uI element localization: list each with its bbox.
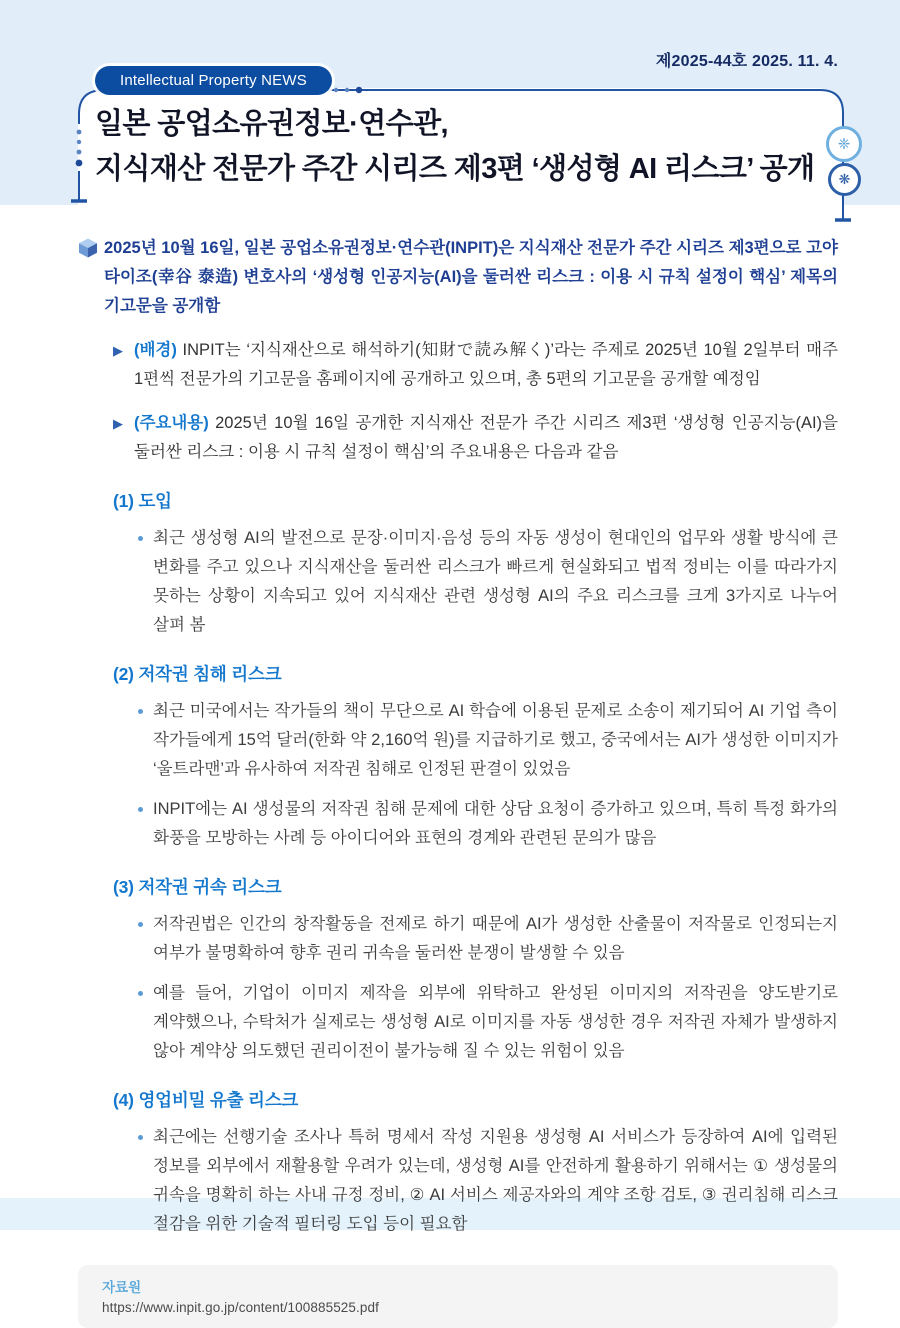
bullet-text: 저작권법은 인간의 창작활동을 전제로 하기 때문에 AI가 생성한 산출물이 저작물로 인정되는지 여부가 불명확하여 향후 권리 귀속을 둘러싼 분쟁이 발생할 수 있음	[153, 915, 838, 962]
arrow-item-text: INPIT는 ‘지식재산으로 해석하기(知財で読み解く)’라는 주제로 2025년 10월 2일부터 매주 1편씩 전문가의 기고문을 홈페이지에 공개하고 있으며, 총 5편의 기고문을 공개할 예정임	[134, 341, 838, 388]
dot-bullet-icon	[138, 991, 143, 996]
source-url: https://www.inpit.go.jp/content/100885525.pdf	[102, 1300, 379, 1315]
dot-bullet-icon	[138, 807, 143, 812]
bullet-text: 최근에는 선행기술 조사나 특허 명세서 작성 지원용 생성형 AI 서비스가 등장하여 AI에 입력된 정보를 외부에서 재활용할 우려가 있는데, 생성형 AI를 안전하게 활용하기 위해서는 ① 생성물의 귀속을 명확히 하는 사내 규정 정비, ② AI 서비스 제공자와의 계약 조항 검토, ③ 권리침해 리스크 절감을 위한 기술적 필터링 도입 등이 필요함	[153, 1128, 838, 1233]
dot-bullet-icon	[138, 1135, 143, 1140]
arrow-item-main-content	[113, 409, 838, 467]
lead-paragraph	[80, 234, 838, 321]
dot-bullet-icon	[138, 922, 143, 927]
bullet-text: INPIT에는 AI 생성물의 저작권 침해 문제에 대한 상담 요청이 증가하고 있으며, 특히 특정 화가의 화풍을 모방하는 사례 등 아이디어와 표현의 경계와 관련된 문의가 많음	[153, 800, 838, 847]
section-heading-4: (4) 영업비밀 유출 리스크	[113, 1090, 299, 1110]
header	[78, 88, 843, 205]
issue-number: 제2025-44호 2025. 11. 4.	[655, 53, 838, 70]
source-box	[78, 1265, 838, 1328]
bullet-item	[136, 910, 838, 968]
source-label: 자료원	[102, 1280, 142, 1295]
document-body	[80, 218, 838, 1328]
section-heading-3: (3) 저작권 귀속 리스크	[113, 877, 282, 897]
bullet-text: 최근 생성형 AI의 발전으로 문장·이미지·음성 등의 자동 생성이 현대인의 업무와 생활 방식에 큰 변화를 주고 있으나 지식재산을 둘러싼 리스크가 빠르게 현실화되고 법적 정비는 이를 따라가지 못하는 상황이 지속되고 있어 지식재산 관련 생성형 AI의 주요 리스크를 크게 3가지로 나누어 살펴 봄	[153, 529, 838, 634]
newsletter-badge-label: Intellectual Property NEWS	[120, 72, 307, 89]
title-line-2: 지식재산 전문가 주간 시리즈 제3편 ‘생성형 AI 리스크’ 공개	[95, 153, 815, 185]
title-line-1: 일본 공업소유권정보·연수관,	[95, 108, 448, 140]
arrow-item-label: (배경)	[134, 341, 177, 359]
bullet-item	[136, 795, 838, 853]
brain-icon: ❋	[828, 163, 861, 196]
section-heading-1: (1) 도입	[113, 491, 172, 511]
bullet-text: 예를 들어, 기업이 이미지 제작을 외부에 위탁하고 완성된 이미지의 저작권을 양도받기로 계약했으나, 수탁처가 실제로는 생성형 AI로 이미지를 자동 생성한 경우 저작권 자체가 발생하지 않아 계약상 의도했던 권리이전이 불가능해 질 수 있는 위험이 있음	[153, 984, 838, 1060]
dot-bullet-icon	[138, 709, 143, 714]
arrow-item-text: 2025년 10월 16일 공개한 지식재산 전문가 주간 시리즈 제3편 ‘생성형 인공지능(AI)을 둘러싼 리스크 : 이용 시 규칙 설정이 핵심’의 주요내용은 다음과 같음	[134, 414, 838, 461]
bullet-item	[136, 1123, 838, 1239]
arrow-item-background	[113, 336, 838, 394]
section-heading-2: (2) 저작권 침해 리스크	[113, 664, 282, 684]
cube-bullet-icon	[78, 238, 98, 258]
lead-text: 2025년 10월 16일, 일본 공업소유권정보·연수관(INPIT)은 지식재산 전문가 주간 시리즈 제3편으로 고야 타이조(幸谷 泰造) 변호사의 ‘생성형 인공지능(AI)을 둘러싼 리스크 : 이용 시 규칙 설정이 핵심’ 제목의 기고문을 공개함	[104, 239, 838, 315]
arrow-bullet-icon: ▶	[113, 343, 123, 358]
bullet-item	[136, 697, 838, 784]
bullet-item	[136, 979, 838, 1066]
dot-bullet-icon	[138, 536, 143, 541]
bullet-item	[136, 524, 838, 640]
page-title	[95, 102, 814, 192]
arrow-item-label: (주요내용)	[134, 414, 209, 432]
newsletter-badge	[95, 66, 332, 95]
arrow-bullet-icon: ▶	[113, 416, 123, 431]
crown-icon: ❈	[826, 126, 862, 162]
bullet-text: 최근 미국에서는 작가들의 책이 무단으로 AI 학습에 이용된 문제로 소송이 제기되어 AI 기업 측이 작가들에게 15억 달러(한화 약 2,160억 원)를 지급하기로 했고, 중국에서는 AI가 생성한 이미지가 ‘울트라맨’과 유사하여 저작권 침해로 인정된 판결이 있었음	[153, 702, 838, 778]
